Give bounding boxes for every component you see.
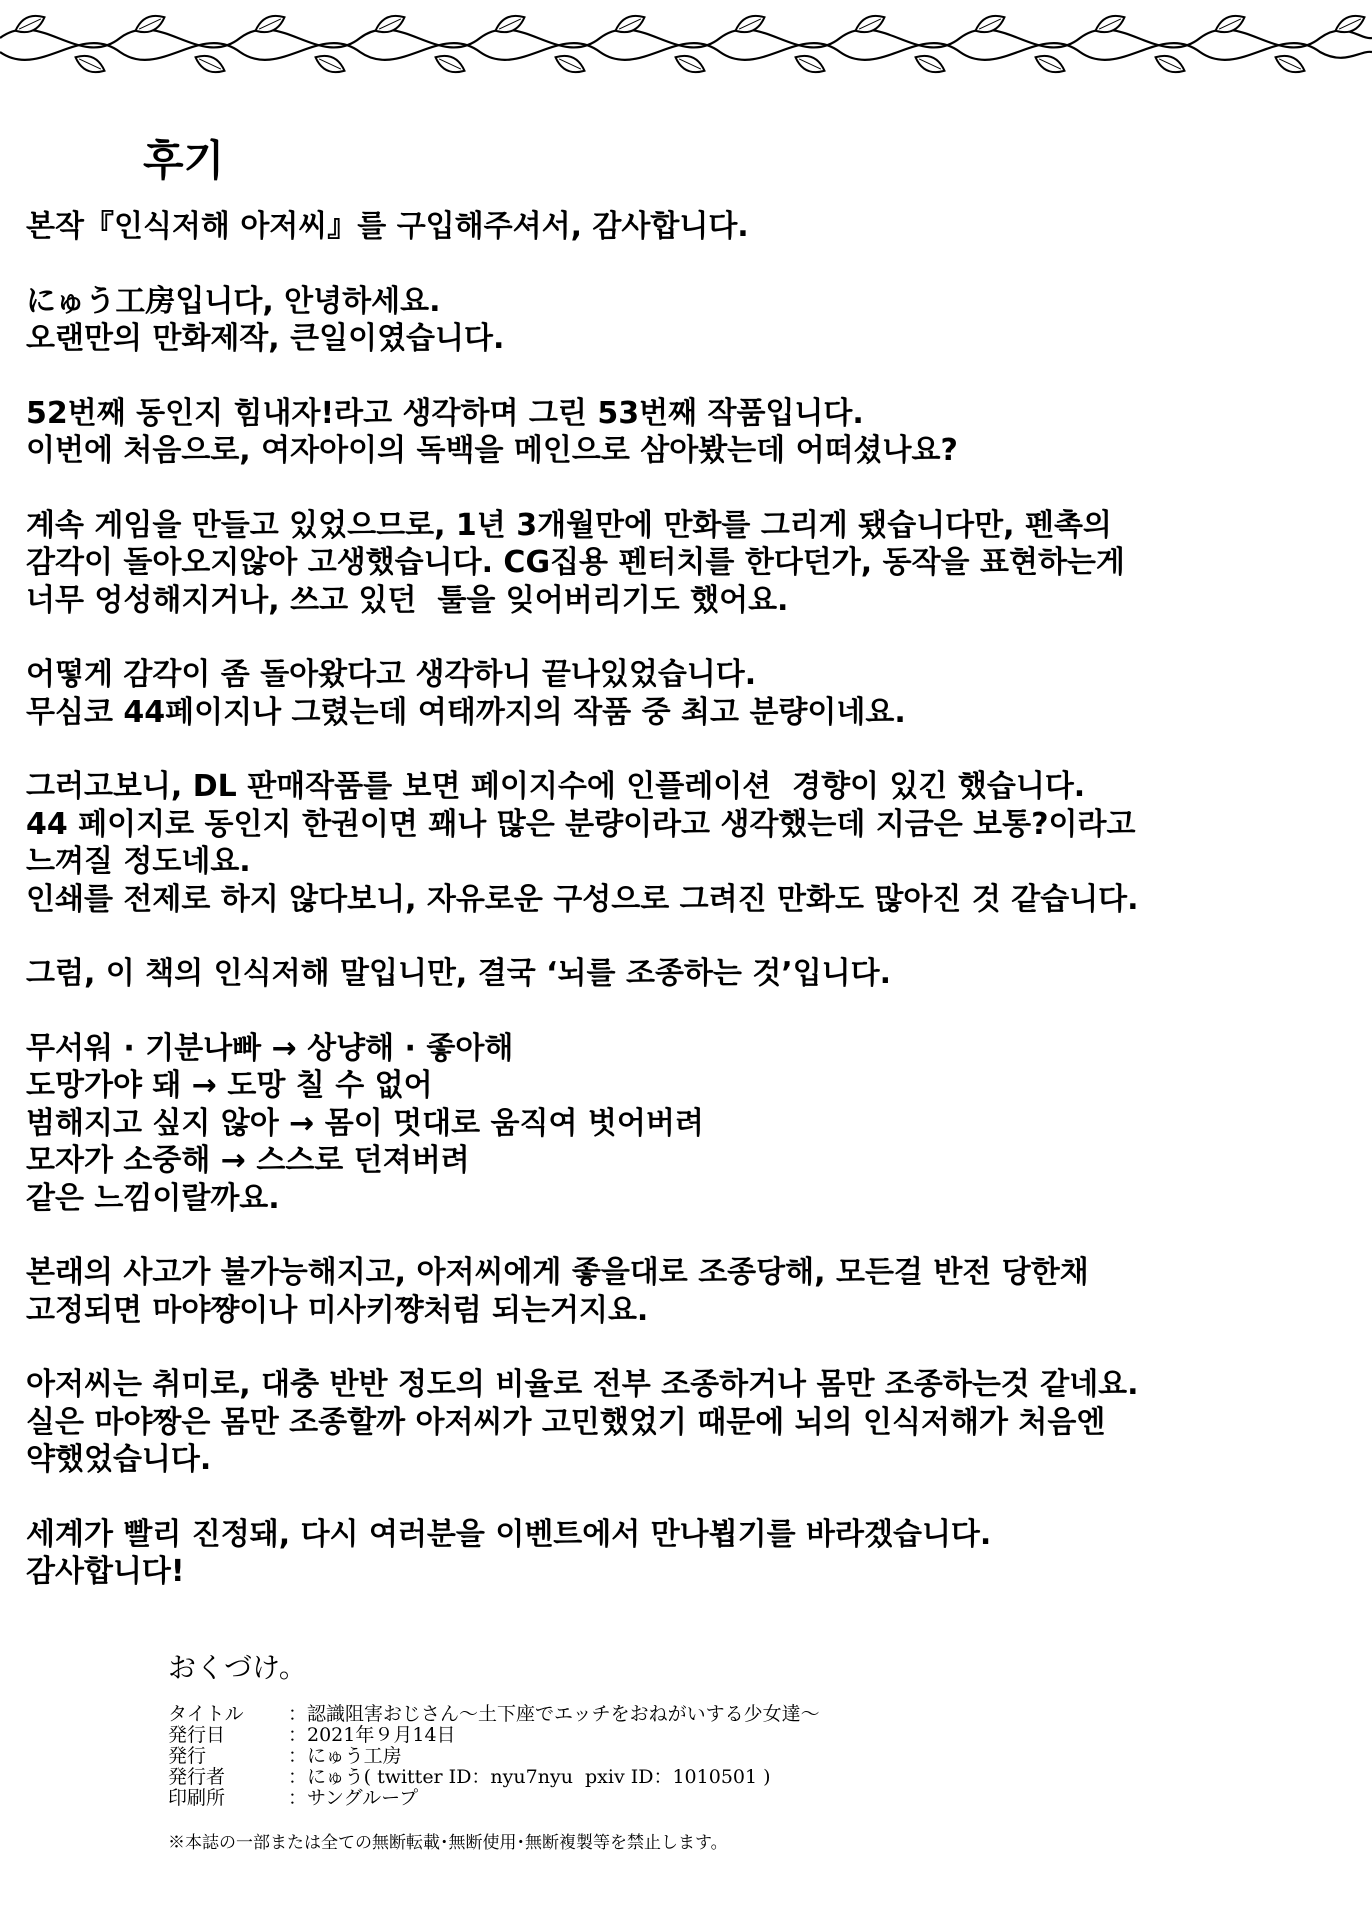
text-line: 감각이 돌아오지않아 고생했습니다. CG집용 펜터치를 한다던가, 동작을 표현하는게 [26,545,1125,580]
paragraph [26,656,1356,731]
text-line: 고정되면 마야쨩이나 미사키쨩처럼 되는거지요. [26,1292,649,1328]
colophon-table [168,1704,820,1809]
text-line: 그럼, 이 책의 인식저해 말입니만, 결국 ‘뇌를 조종하는 것’입니다. [26,956,892,991]
text-line: 이번에 처음으로, 여자아이의 독백을 메인으로 삼아봤는데 어떠셨나요? [26,433,958,468]
text-line: 52번째 동인지 힘내자!라고 생각하며 그린 53번째 작품입니다. [26,395,864,431]
colophon-value: ：にゅう( twitter ID：nyu7nyu pxiv ID：1010501 ) [288,1766,771,1788]
paragraph [26,955,1356,993]
decorative-leaf-border [0,0,1372,92]
paragraph [26,1254,1356,1329]
text-line: 무서워 · 기분나빠 → 상냥해 · 좋아해 [26,1030,514,1066]
text-line: 그러고보니, DL 판매작품를 보면 페이지수에 인플레이션 경향이 있긴 했습니다. [26,769,1086,804]
text-line: 본래의 사고가 불가능해지고, 아저씨에게 좋을대로 조종당해, 모든걸 반전 당한채 [26,1255,1089,1290]
paragraph [26,395,1356,470]
text-line: 같은 느낌이랄까요. [26,1180,280,1216]
colophon-value: ：2021年９月14日 [288,1724,456,1746]
colophon-label: タイトル [168,1703,244,1725]
colophon-value: ：認識阻害おじさん〜土下座でエッチをおねがいする少女達〜 [288,1703,820,1725]
text-line: 인쇄를 전제로 하지 않다보니, 자유로운 구성으로 그려진 만화도 많아진 것 같습니다. [26,881,1139,917]
text-line: 44 페이지로 동인지 한권이면 꽤나 많은 분량이라고 생각했는데 지금은 보통?이라고 [26,806,1136,842]
text-line: 아저씨는 취미로, 대충 반반 정도의 비율로 전부 조종하거나 몸만 조종하는것 같네요. [26,1367,1139,1402]
text-line: 범해지고 싶지 않아 → 몸이 멋대로 움직여 벗어버려 [26,1105,704,1141]
paragraph [26,507,1356,620]
paragraph [26,1516,1356,1591]
text-line: にゅう工房입니다, 안녕하세요. [26,283,441,319]
colophon-label: 印刷所 [168,1787,226,1809]
afterword-body [26,208,1356,1628]
text-line: 오랜만의 만화제작, 큰일이였습니다. [26,321,505,356]
paragraph [26,1366,1356,1479]
copyright-notice: ※本誌の一部または全ての無断転載･無断使用･無断複製等を禁止します。 [168,1833,728,1853]
colophon-row [168,1788,820,1809]
text-line: 실은 마야짱은 몸만 조종할까 아저씨가 고민했었기 때문에 뇌의 인식저해가 처음엔 [26,1404,1106,1440]
text-line: 모자가 소중해 → 스스로 던져버려 [26,1143,470,1178]
page-title: 후기 [143,136,225,185]
text-line: 느껴질 정도네요. [26,844,251,879]
colophon-label: 発行日 [168,1724,226,1746]
text-line: 무심코 44페이지나 그렸는데 여태까지의 작품 중 최고 분량이네요. [26,694,906,730]
colophon [168,1646,820,1809]
colophon-row [168,1725,820,1746]
colophon-row [168,1746,820,1767]
colophon-value: ：にゅう工房 [288,1745,402,1767]
colophon-label: 発行 [168,1745,207,1767]
colophon-value: ：サングループ [288,1787,419,1809]
colophon-row [168,1704,820,1725]
colophon-row [168,1767,820,1788]
paragraph [26,208,1356,246]
text-line: 너무 엉성해지거나, 쓰고 있던 툴을 잊어버리기도 했어요. [26,582,789,618]
paragraph [26,283,1356,358]
paragraph [26,1030,1356,1218]
colophon-label: 発行者 [168,1766,226,1788]
paragraph [26,768,1356,918]
text-line: 계속 게임을 만들고 있었으므로, 1년 3개월만에 만화를 그리게 됐습니다만, 펜촉의 [26,507,1112,543]
text-line: 감사합니다! [26,1554,185,1589]
colophon-heading: おくづけ。 [168,1651,307,1684]
text-line: 본작『인식저해 아저씨』를 구입해주셔서, 감사합니다. [26,209,749,244]
text-line: 세계가 빨리 진정돼, 다시 여러분을 이벤트에서 만나뵙기를 바라겠습니다. [26,1516,992,1552]
text-line: 도망가야 돼 → 도망 칠 수 없어 [26,1068,433,1103]
text-line: 약했었습니다. [26,1442,212,1477]
text-line: 어떻게 감각이 좀 돌아왔다고 생각하니 끝나있었습니다. [26,657,757,692]
